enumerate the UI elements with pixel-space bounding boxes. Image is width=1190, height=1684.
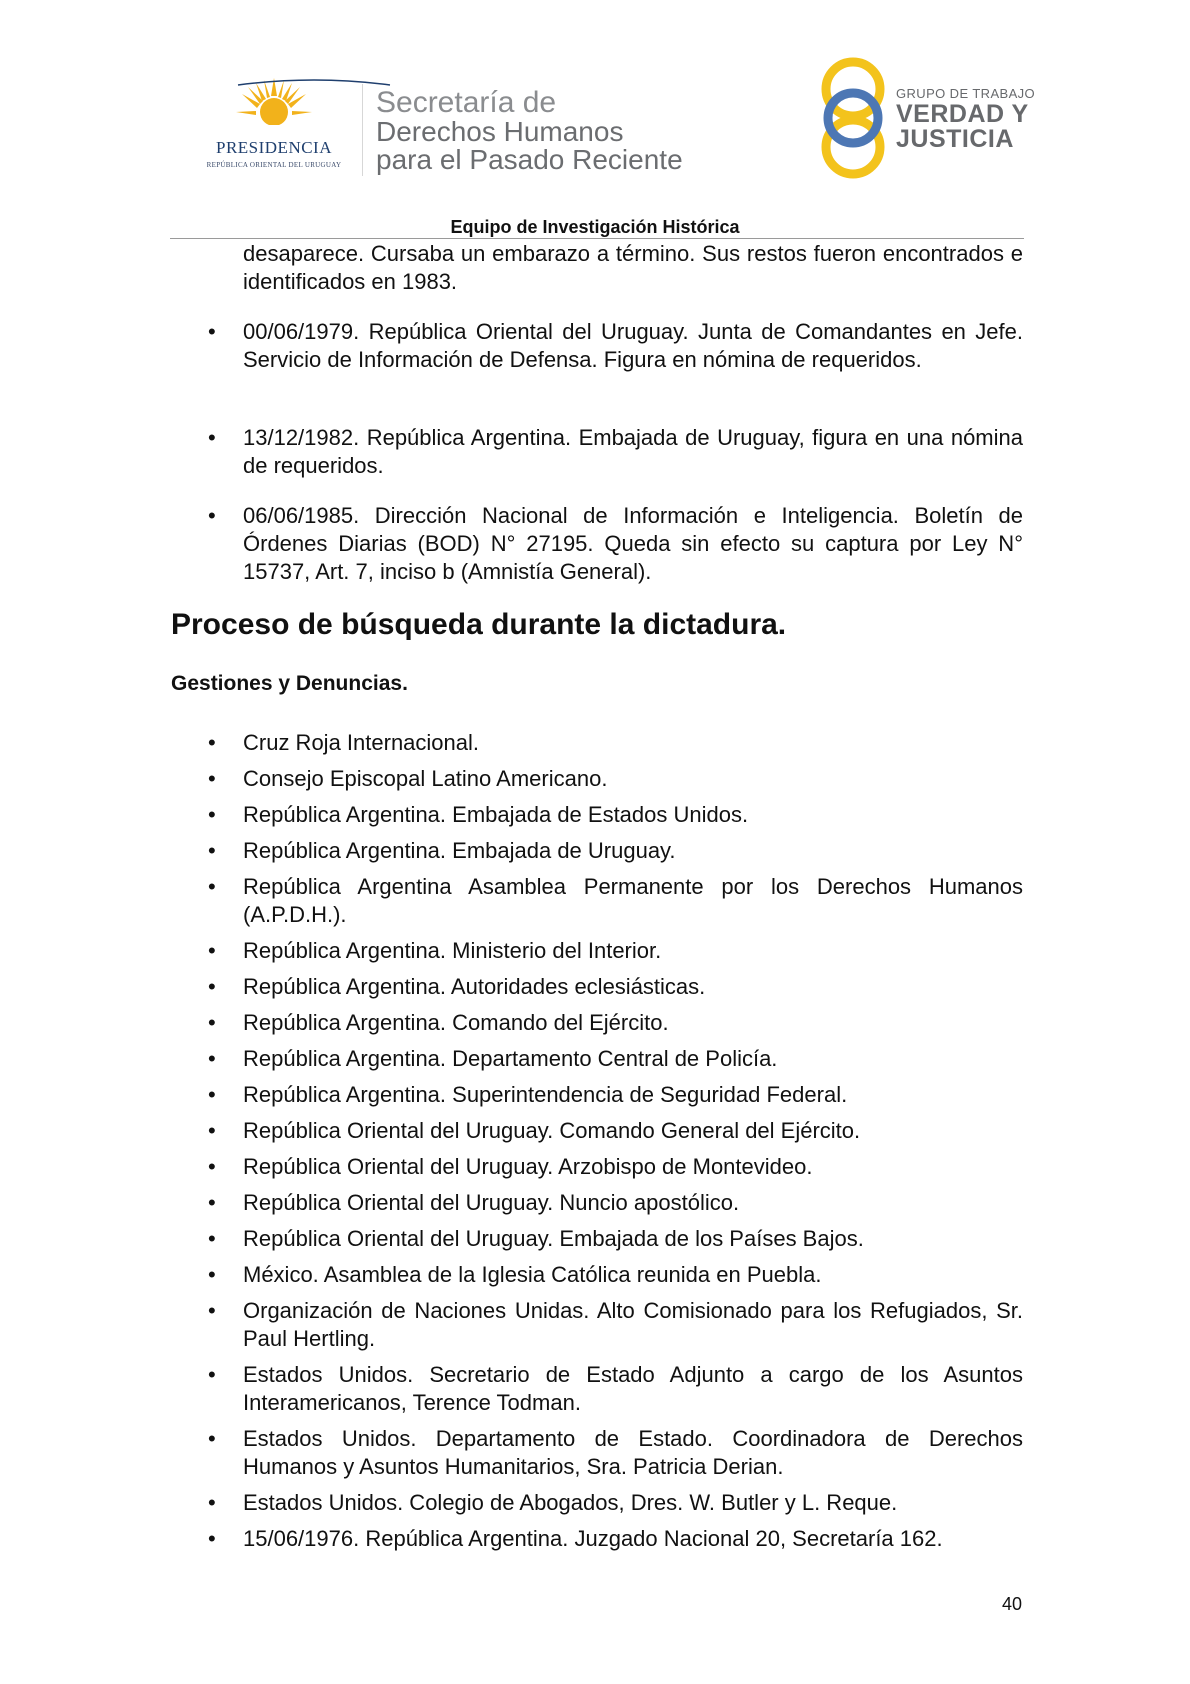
bullet-icon: •: [208, 1262, 216, 1287]
rings-logo-icon: [818, 56, 888, 180]
verdad-label: VERDAD Y: [896, 100, 1029, 128]
bullet-icon: •: [208, 838, 216, 863]
header-rule: [170, 238, 1024, 239]
secretaria-line-3: para el Pasado Reciente: [376, 144, 683, 175]
presidencia-logo: [196, 78, 352, 178]
page-number: 40: [1002, 1594, 1023, 1614]
bullet-icon: •: [208, 1298, 216, 1323]
section-heading: Proceso de búsqueda durante la dictadura.: [171, 608, 787, 641]
list-item: República Oriental del Uruguay. Nuncio apostólico.: [243, 1190, 740, 1215]
list-item: Estados Unidos. Secretario de Estado Adjunto a cargo de los Asuntos Interamericanos, Terence Todman.: [243, 1362, 1023, 1415]
bullet-icon: •: [208, 425, 216, 450]
list-item: Consejo Episcopal Latino Americano.: [243, 766, 608, 791]
list-item: República Argentina. Comando del Ejército.: [243, 1010, 669, 1035]
list-item: República Oriental del Uruguay. Embajada de los Países Bajos.: [243, 1226, 864, 1251]
continuation-paragraph: desaparece. Cursaba un embarazo a término. Sus restos fueron encontrados e identificados en 1983.: [243, 241, 1023, 294]
list-item: Estados Unidos. Colegio de Abogados, Dres. W. Butler y L. Reque.: [243, 1490, 898, 1515]
secretaria-line-1: Secretaría de: [376, 86, 557, 119]
bullet-icon: •: [208, 766, 216, 791]
list-item: 13/12/1982. República Argentina. Embajada de Uruguay, figura en una nómina de requeridos.: [243, 425, 1023, 478]
bullet-icon: •: [208, 974, 216, 999]
bullet-icon: •: [208, 1190, 216, 1215]
presidencia-name: PRESIDENCIA: [215, 138, 332, 157]
equipo-title: Equipo de Investigación Histórica: [450, 217, 740, 237]
list-item: Organización de Naciones Unidas. Alto Comisionado para los Refugiados, Sr. Paul Hertling.: [243, 1298, 1023, 1351]
list-item: República Argentina. Ministerio del Interior.: [243, 938, 662, 963]
bullet-icon: •: [208, 1362, 216, 1387]
list-item: República Argentina. Autoridades eclesiásticas.: [243, 974, 706, 999]
list-item: República Argentina. Embajada de Uruguay.: [243, 838, 676, 863]
bullet-icon: •: [208, 874, 216, 899]
header-divider: [362, 84, 363, 176]
bullet-icon: •: [208, 503, 216, 528]
secretaria-logo-text: [376, 88, 683, 174]
secretaria-line-2: Derechos Humanos: [376, 116, 624, 147]
grupo-trabajo-label: GRUPO DE TRABAJO: [896, 86, 1036, 101]
arc-decoration: [236, 78, 392, 86]
bullet-icon: •: [208, 1526, 216, 1551]
bullet-icon: •: [208, 1082, 216, 1107]
bullet-icon: •: [208, 1010, 216, 1035]
bullet-icon: •: [208, 938, 216, 963]
list-item: República Oriental del Uruguay. Arzobispo de Montevideo.: [243, 1154, 813, 1179]
presidencia-subtitle: REPÚBLICA ORIENTAL DEL URUGUAY: [206, 161, 342, 169]
list-item: 06/06/1985. Dirección Nacional de Información e Inteligencia. Boletín de Órdenes Diarias (BOD) N° 27195. Queda sin efecto su captura por Ley N° 15737, Art. 7, inciso b (Amnistía General).: [243, 503, 1023, 584]
justicia-label: JUSTICIA: [896, 125, 1014, 153]
list-item: México. Asamblea de la Iglesia Católica reunida en Puebla.: [243, 1262, 822, 1287]
bullet-icon: •: [208, 1118, 216, 1143]
section-subheading: Gestiones y Denuncias.: [171, 672, 408, 695]
list-item: República Argentina. Embajada de Estados Unidos.: [243, 802, 749, 827]
bullet-icon: •: [208, 319, 216, 344]
verdad-justicia-logo-text: [896, 86, 1035, 152]
bullet-icon: •: [208, 730, 216, 755]
list-item: 00/06/1979. República Oriental del Uruguay. Junta de Comandantes en Jefe. Servicio de Información de Defensa. Figura en nómina de requeridos.: [243, 319, 1023, 372]
bullet-icon: •: [208, 1154, 216, 1179]
list-item: República Argentina. Departamento Central de Policía.: [243, 1046, 778, 1071]
list-item: República Oriental del Uruguay. Comando General del Ejército.: [243, 1118, 861, 1143]
bullet-icon: •: [208, 1426, 216, 1451]
list-item: República Argentina. Superintendencia de Seguridad Federal.: [243, 1082, 848, 1107]
sun-logo-icon: [236, 78, 312, 138]
list-item: Estados Unidos. Departamento de Estado. Coordinadora de Derechos Humanos y Asuntos Humanitarios, Sra. Patricia Derian.: [243, 1426, 1023, 1479]
bullet-icon: •: [208, 1226, 216, 1251]
list-item: República Argentina Asamblea Permanente por los Derechos Humanos (A.P.D.H.).: [243, 874, 1023, 927]
bullet-icon: •: [208, 1490, 216, 1515]
bullet-icon: •: [208, 802, 216, 827]
bullet-icon: •: [208, 1046, 216, 1071]
list-item: 15/06/1976. República Argentina. Juzgado Nacional 20, Secretaría 162.: [243, 1526, 943, 1551]
list-item: Cruz Roja Internacional.: [243, 730, 480, 755]
